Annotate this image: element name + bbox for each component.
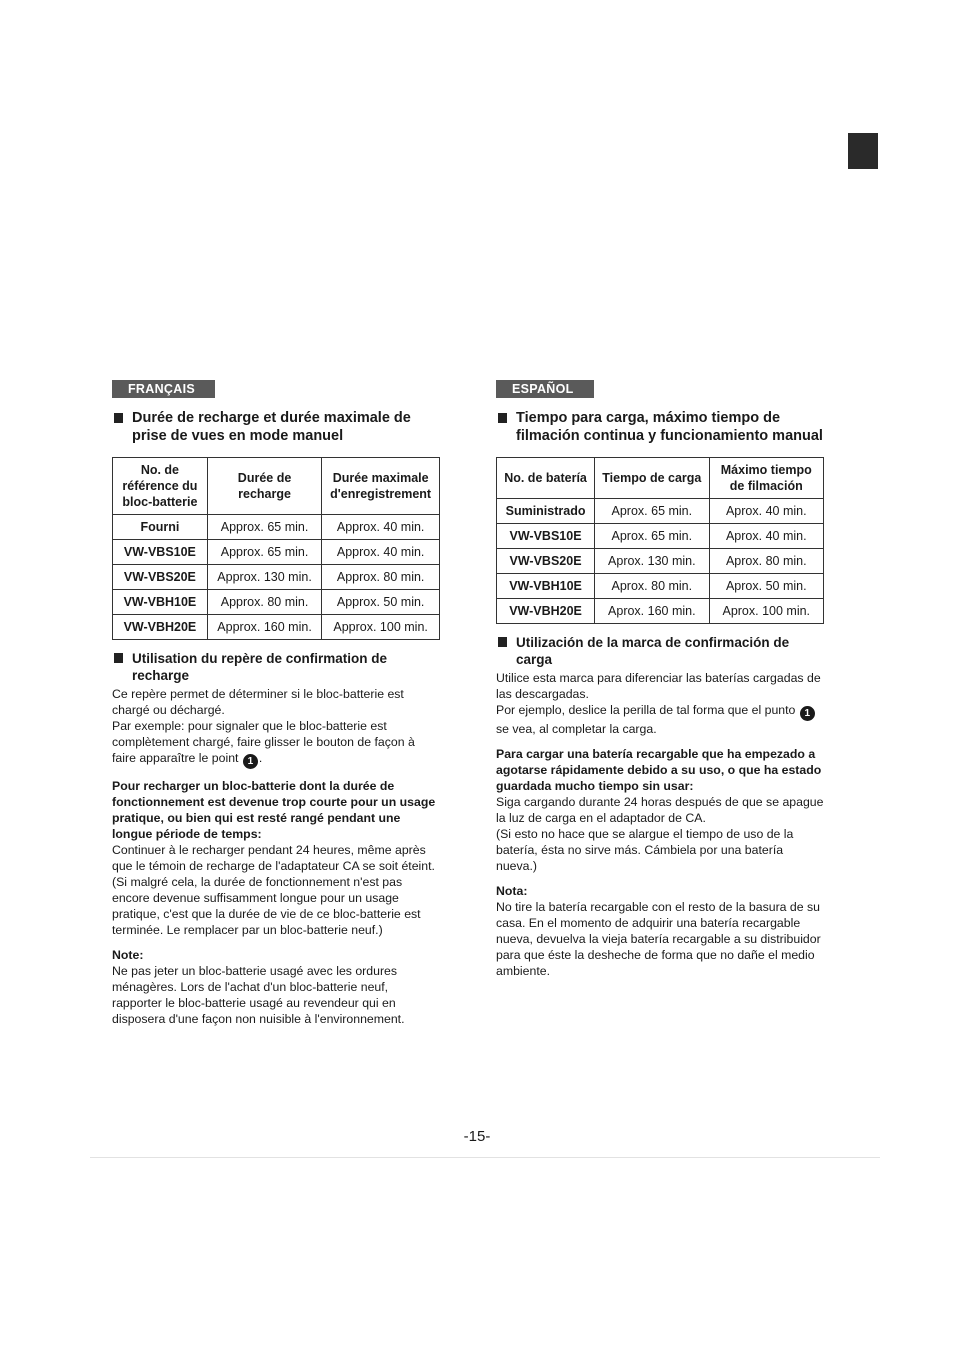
francais-note-label: Note: [112,948,144,962]
example-text-end: se vea, al completar la carga. [496,722,657,736]
table-cell: Aprox. 50 min. [709,574,823,599]
francais-paragraph-example [112,718,440,769]
table-cell: VW-VBH10E [113,590,208,615]
table-cell: Aprox. 65 min. [595,499,709,524]
square-bullet-icon [498,413,507,423]
table-cell: Aprox. 65 min. [595,524,709,549]
example-text: Por ejemplo, deslice la perilla de tal forma que el punto [496,703,796,717]
francais-language-badge: FRANÇAIS [112,380,215,398]
espanol-language-badge: ESPAÑOL [496,380,594,398]
francais-subheading [112,650,440,684]
table-cell: VW-VBH10E [497,574,595,599]
table-header-row [497,458,824,499]
francais-paragraph: Ce repère permet de déterminer si le bloc-batterie est chargé ou déchargé. [112,687,404,717]
footer-divider [90,1157,880,1158]
espanol-heading-text: Tiempo para carga, máximo tiempo de filmación continua y funcionamiento manual [516,410,823,444]
espanol-note-text: No tire la batería recargable con el resto de la basura de su casa. En el momento de adquirir una batería recargable nueva, devuelva la vieja batería recargable a su distribuidor para que éste la desheche de forma que no dañe el medio ambiente. [496,900,821,978]
circled-number-icon: 1 [800,706,815,721]
espanol-column [496,380,824,979]
table-header-cell: Durée de recharge [207,458,321,515]
table-cell: Approx. 80 min. [322,565,440,590]
table-cell: VW-VBH20E [113,615,208,640]
table-cell: Aprox. 100 min. [709,599,823,624]
table-cell: Approx. 160 min. [207,615,321,640]
table-header-cell: Durée maximale d'enregistrement [322,458,440,515]
table-cell: Approx. 80 min. [207,590,321,615]
espanol-subheading-text: Utilización de la marca de confirmación de carga [516,635,790,667]
espanol-paragraph-example [496,702,824,737]
table-cell: Approx. 65 min. [207,540,321,565]
table-row [497,599,824,624]
table-cell: Aprox. 40 min. [709,524,823,549]
table-cell: Suministrado [497,499,595,524]
table-cell: Approx. 130 min. [207,565,321,590]
table-cell: Aprox. 80 min. [709,549,823,574]
table-cell: VW-VBS20E [497,549,595,574]
espanol-paragraph: Utilice esta marca para diferenciar las baterías cargadas de las descargadas. [496,671,821,701]
table-row [497,499,824,524]
table-cell: Approx. 100 min. [322,615,440,640]
table-cell: VW-VBS20E [113,565,208,590]
table-header-cell: No. de référence du bloc-batterie [113,458,208,515]
table-cell: Approx. 40 min. [322,540,440,565]
espanol-paragraph: (Si esto no hace que se alargue el tiempo de uso de la batería, ésta no sirve más. Cámbiela por una batería nueva.) [496,827,794,873]
francais-paragraph: (Si malgré cela, la durée de fonctionnement n'est pas encore devenue suffisamment longue pour un usage pratique, c'est que la durée de vie de ce bloc-batterie est terminée. Le remplacer par un bloc-batterie neuf.) [112,875,421,937]
page-edge-tab [848,133,878,169]
table-row [497,549,824,574]
table-cell: Fourni [113,515,208,540]
espanol-subheading [496,634,824,668]
francais-subheading-text: Utilisation du repère de confirmation de recharge [132,651,388,683]
francais-battery-table [112,457,440,640]
table-header-cell: No. de batería [497,458,595,499]
square-bullet-icon [114,653,123,663]
table-cell: VW-VBS10E [113,540,208,565]
table-cell: Approx. 50 min. [322,590,440,615]
table-row [113,540,440,565]
table-row [113,565,440,590]
espanol-bold-question: Para cargar una batería recargable que ha empezado a agotarse rápidamente debido a su uso, o que ha estado guardada mucho tiempo sin usar: [496,747,822,793]
table-cell: Aprox. 130 min. [595,549,709,574]
table-row [113,590,440,615]
francais-paragraph: Continuer à le recharger pendant 24 heures, même après que le témoin de recharge de l'adaptateur CA se soit éteint. [112,843,435,873]
square-bullet-icon [498,637,507,647]
table-cell: Aprox. 160 min. [595,599,709,624]
espanol-heading [496,410,824,445]
page-number: -15- [463,1128,491,1145]
circled-number-icon: 1 [243,754,258,769]
table-cell: Aprox. 40 min. [709,499,823,524]
table-cell: VW-VBH20E [497,599,595,624]
example-text: Par exemple: pour signaler que le bloc-batterie est complètement chargé, faire glisser le bouton de façon à faire apparaître le point [112,719,415,765]
table-header-cell: Máximo tiempo de filmación [709,458,823,499]
francais-column [112,380,440,1027]
francais-note-text: Ne pas jeter un bloc-batterie usagé avec les ordures ménagères. Lors de l'achat d'un bloc-batterie neuf, rapporter le bloc-batterie usagé au revendeur qui en disposera d'une façon non nuisible à l'environnement. [112,964,405,1026]
francais-heading [112,410,440,445]
table-row [497,574,824,599]
espanol-battery-table [496,457,824,624]
table-row [497,524,824,549]
table-cell: Aprox. 80 min. [595,574,709,599]
table-cell: VW-VBS10E [497,524,595,549]
espanol-paragraph: Siga cargando durante 24 horas después de que se apague la luz de carga en el adaptador de CA. [496,795,824,825]
square-bullet-icon [114,413,123,423]
espanol-note-label: Nota: [496,884,528,898]
francais-bold-question: Pour recharger un bloc-batterie dont la durée de fonctionnement est devenue trop courte pour un usage pratique, ou bien qui est resté rangé pendant une longue période de temps: [112,779,436,841]
table-cell: Approx. 65 min. [207,515,321,540]
table-cell: Approx. 40 min. [322,515,440,540]
table-row [113,515,440,540]
table-header-row [113,458,440,515]
francais-heading-text: Durée de recharge et durée maximale de prise de vues en mode manuel [132,410,411,444]
example-text-end: . [258,751,263,765]
table-row [113,615,440,640]
table-header-cell: Tiempo de carga [595,458,709,499]
